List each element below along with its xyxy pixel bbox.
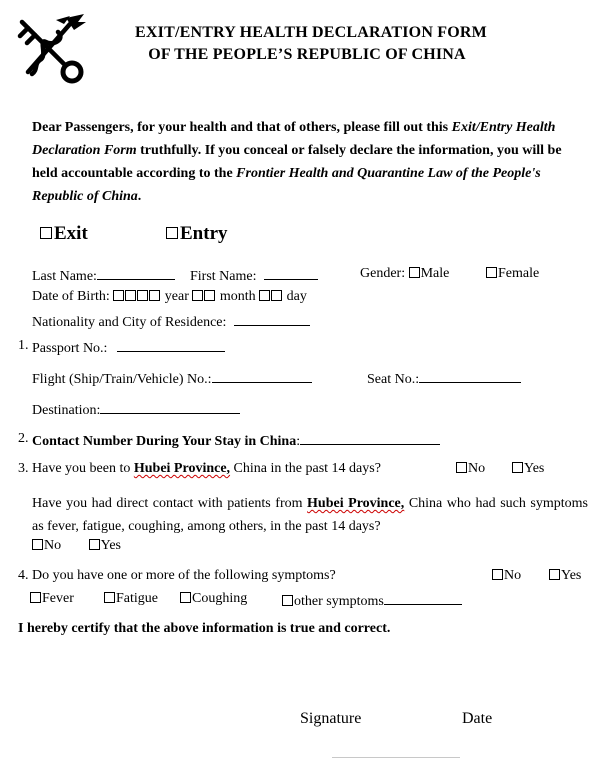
signature-line[interactable] bbox=[332, 757, 460, 758]
contact-province: Hubei Province, bbox=[307, 496, 405, 511]
contact-number-field[interactable] bbox=[300, 431, 440, 445]
q4-no-option bbox=[492, 568, 521, 584]
female-option bbox=[486, 266, 539, 282]
dob-day-boxes[interactable] bbox=[259, 289, 283, 304]
q3-no-option bbox=[456, 461, 485, 477]
q4-yes-checkbox[interactable] bbox=[549, 569, 560, 580]
contact-question bbox=[32, 492, 588, 538]
exit-label: Exit bbox=[54, 223, 88, 244]
gender-row bbox=[360, 266, 449, 282]
contact-text-2: China who had such symptoms as fever, fatigue, coughing, among others, in the past 14 days? bbox=[32, 496, 588, 534]
q3-text-1: Have you been to bbox=[32, 461, 134, 476]
male-label: Male bbox=[420, 266, 450, 281]
intro-text-3: . bbox=[137, 189, 142, 204]
coughing-checkbox[interactable] bbox=[180, 592, 191, 603]
contact-yes-label: Yes bbox=[100, 538, 121, 553]
coughing-option bbox=[180, 591, 247, 607]
q3-text-2: China in the past 14 days? bbox=[230, 461, 381, 476]
contact-number-row bbox=[32, 431, 440, 450]
male-checkbox[interactable] bbox=[409, 267, 420, 278]
q3-province: Hubei Province, bbox=[133, 461, 231, 476]
passport-field[interactable] bbox=[117, 338, 225, 352]
dob-month-boxes[interactable] bbox=[192, 289, 216, 304]
seat-field[interactable] bbox=[419, 369, 521, 383]
seat-row bbox=[367, 369, 521, 388]
q4-yes-label: Yes bbox=[561, 568, 582, 583]
form-title-line1: EXIT/ENTRY HEALTH DECLARATION FORM bbox=[135, 24, 487, 41]
coughing-label: Coughing bbox=[192, 591, 248, 606]
gender-label: Gender: bbox=[360, 266, 406, 281]
q4-yes-option bbox=[549, 568, 581, 584]
fatigue-option bbox=[104, 591, 158, 607]
flight-row bbox=[32, 369, 312, 388]
other-symptoms-option bbox=[282, 591, 462, 610]
other-symptoms-checkbox[interactable] bbox=[282, 595, 293, 606]
q1-number: 1. bbox=[18, 338, 29, 353]
intro-text-1: Dear Passengers, for your health and that of others, please fill out this bbox=[32, 120, 452, 135]
other-symptoms-label: other symptoms bbox=[294, 594, 384, 609]
first-name-field[interactable] bbox=[264, 266, 318, 280]
intro-paragraph bbox=[32, 116, 580, 208]
dob-day-label: day bbox=[286, 289, 307, 304]
last-name-field[interactable] bbox=[97, 266, 175, 280]
entry-label: Entry bbox=[180, 223, 228, 244]
contact-text-1: Have you had direct contact with patients from bbox=[32, 496, 308, 511]
passport-label: Passport No.: bbox=[32, 341, 108, 356]
intro-law-name: Frontier Health and Quarantine Law of the People's Republic of China bbox=[32, 166, 541, 204]
exit-checkbox[interactable] bbox=[40, 227, 52, 239]
entry-option[interactable] bbox=[166, 223, 228, 245]
q3-yes-checkbox[interactable] bbox=[512, 462, 523, 473]
destination-label: Destination: bbox=[32, 403, 101, 418]
fatigue-label: Fatigue bbox=[116, 591, 158, 606]
nationality-label: Nationality and City of Residence: bbox=[32, 315, 227, 330]
fever-option bbox=[30, 591, 74, 607]
q3-number: 3. bbox=[18, 461, 29, 476]
q4-no-checkbox[interactable] bbox=[492, 569, 503, 580]
female-label: Female bbox=[498, 266, 540, 281]
flight-field[interactable] bbox=[212, 369, 312, 383]
q3-no-checkbox[interactable] bbox=[456, 462, 467, 473]
contact-number-label: Contact Number During Your Stay in China bbox=[32, 434, 297, 449]
contact-options bbox=[32, 538, 121, 554]
intro-text-2: truthfully. If you conceal or falsely declare the information, you will be held accountable according to the bbox=[32, 143, 562, 181]
other-symptoms-field[interactable] bbox=[384, 591, 462, 605]
dob-row bbox=[32, 289, 307, 305]
q3-no-label: No bbox=[468, 461, 486, 476]
first-name-label: First Name: bbox=[190, 269, 257, 284]
q3-yes-option bbox=[512, 461, 544, 477]
dob-year-boxes[interactable] bbox=[113, 289, 161, 304]
destination-field[interactable] bbox=[100, 400, 240, 414]
contact-number-colon: : bbox=[296, 434, 301, 449]
contact-no-label: No bbox=[44, 538, 62, 553]
form-title-line2: OF THE PEOPLE’S REPUBLIC OF CHINA bbox=[148, 46, 466, 63]
fatigue-checkbox[interactable] bbox=[104, 592, 115, 603]
signature-label: Signature bbox=[300, 710, 362, 727]
contact-yes-checkbox[interactable] bbox=[89, 539, 100, 550]
dob-label: Date of Birth: bbox=[32, 289, 110, 304]
female-checkbox[interactable] bbox=[486, 267, 497, 278]
certification-statement: I hereby certify that the above information is true and correct. bbox=[18, 621, 391, 636]
date-label: Date bbox=[462, 710, 493, 727]
fever-checkbox[interactable] bbox=[30, 592, 41, 603]
q3-question bbox=[32, 461, 381, 477]
dob-year-label: year bbox=[164, 289, 189, 304]
contact-no-checkbox[interactable] bbox=[32, 539, 43, 550]
q2-number: 2. bbox=[18, 431, 29, 446]
q3-yes-label: Yes bbox=[524, 461, 545, 476]
entry-checkbox[interactable] bbox=[166, 227, 178, 239]
nationality-field[interactable] bbox=[234, 312, 310, 326]
seat-label: Seat No.: bbox=[367, 372, 420, 387]
q4-no-label: No bbox=[504, 568, 522, 583]
q4-number: 4. bbox=[18, 568, 29, 583]
dob-month-label: month bbox=[219, 289, 256, 304]
last-name-label: Last Name: bbox=[32, 269, 97, 284]
first-name-row bbox=[190, 266, 318, 285]
fever-label: Fever bbox=[42, 591, 74, 606]
exit-option[interactable] bbox=[40, 223, 88, 245]
nationality-row bbox=[32, 312, 310, 331]
flight-label: Flight (Ship/Train/Vehicle) No.: bbox=[32, 372, 212, 387]
passport-row bbox=[32, 338, 225, 357]
intro-form-name: Exit/Entry Health Declaration Form bbox=[32, 120, 556, 158]
q4-question: Do you have one or more of the following symptoms? bbox=[32, 568, 336, 583]
destination-row bbox=[32, 400, 240, 419]
last-name-row bbox=[32, 266, 175, 285]
